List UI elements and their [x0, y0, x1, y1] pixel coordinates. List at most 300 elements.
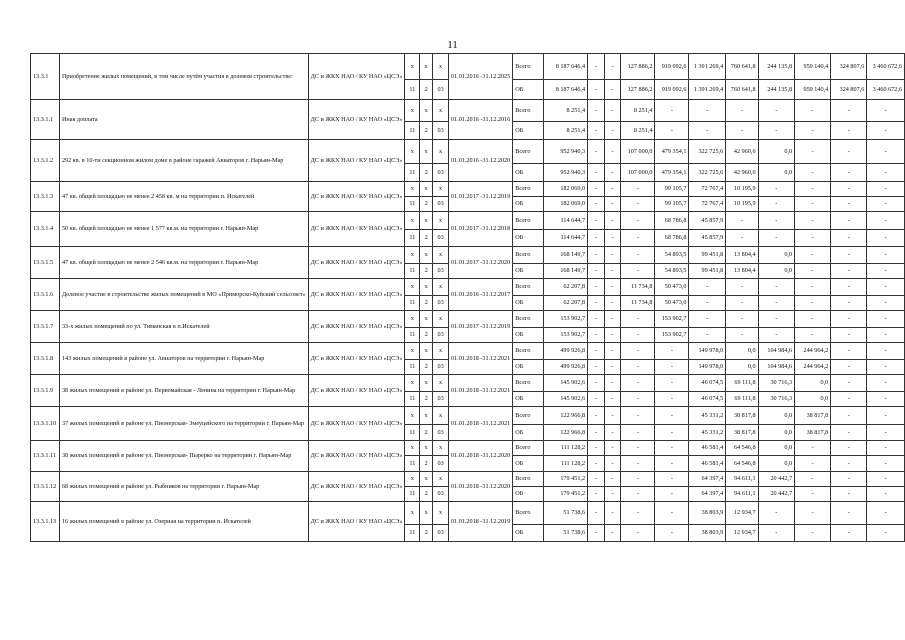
value-cell: 3 460 672,6	[867, 80, 905, 100]
value-cell: -	[604, 182, 621, 197]
code-b-cell: 2	[420, 392, 433, 407]
value-cell: 168 149,7	[544, 264, 588, 279]
value-cell: -	[604, 311, 621, 328]
value-cell: 10 195,9	[726, 182, 758, 197]
value-cell: -	[604, 343, 621, 360]
value-cell: -	[604, 230, 621, 247]
value-cell: -	[655, 472, 689, 487]
row-period: 01.01.2017 -31.12.2020	[448, 247, 512, 279]
value-cell: -	[604, 456, 621, 472]
row-name: 143 жилых помещений в районе ул. Авиаторов на территории г. Нарьян-Мар	[59, 343, 308, 375]
value-cell: 45 331,2	[689, 425, 726, 441]
value-cell: 64 546,8	[726, 441, 758, 456]
value-cell: 145 902,6	[544, 392, 588, 407]
row-period: 01.01.2017 -31.12.2019	[448, 311, 512, 343]
code-a-cell: 11	[405, 525, 420, 542]
value-cell: -	[758, 279, 795, 296]
table-row	[31, 343, 905, 360]
funding-type-cell: Всего	[513, 247, 544, 264]
value-cell: -	[621, 392, 655, 407]
code-a-cell: x	[405, 502, 420, 525]
value-cell: -	[588, 140, 605, 164]
funding-type-cell: ОБ	[513, 164, 544, 182]
value-cell: 1 391 269,4	[689, 54, 726, 80]
code-a-cell: 11	[405, 425, 420, 441]
row-period: 01.01.2016 -31.12.2025	[448, 54, 512, 100]
value-cell: -	[604, 392, 621, 407]
code-c-cell: x	[433, 54, 449, 80]
code-a-cell: x	[405, 279, 420, 296]
funding-type-cell: ОБ	[513, 230, 544, 247]
value-cell: -	[689, 279, 726, 296]
code-a-cell: x	[405, 441, 420, 456]
value-cell: -	[758, 311, 795, 328]
code-a-cell: x	[405, 247, 420, 264]
code-b-cell: 2	[420, 525, 433, 542]
value-cell: -	[588, 279, 605, 296]
value-cell: -	[867, 360, 905, 375]
value-cell: -	[867, 140, 905, 164]
value-cell: 244 964,2	[795, 360, 831, 375]
code-c-cell: x	[433, 311, 449, 328]
value-cell: -	[867, 247, 905, 264]
value-cell: 324 807,6	[831, 80, 867, 100]
value-cell: -	[795, 230, 831, 247]
value-cell: 111 128,2	[544, 441, 588, 456]
code-b-cell: x	[420, 182, 433, 197]
value-cell: -	[758, 296, 795, 311]
code-b-cell: x	[420, 502, 433, 525]
value-cell: -	[655, 100, 689, 122]
value-cell: -	[588, 360, 605, 375]
value-cell: 499 926,8	[544, 360, 588, 375]
value-cell: -	[726, 296, 758, 311]
code-c-cell: 03	[433, 164, 449, 182]
code-a-cell: 11	[405, 197, 420, 212]
value-cell: 38 817,8	[795, 425, 831, 441]
row-responsible: ДС и ЖКХ НАО / КУ НАО «ЦСЭ»	[308, 182, 405, 212]
value-cell: 42 960,6	[726, 164, 758, 182]
value-cell: -	[867, 343, 905, 360]
value-cell: -	[795, 487, 831, 502]
table-row	[31, 100, 905, 122]
value-cell: -	[867, 279, 905, 296]
code-c-cell: x	[433, 100, 449, 122]
value-cell: 8 251,4	[621, 122, 655, 140]
value-cell: 8 187 646,4	[544, 80, 588, 100]
value-cell: 0,0	[758, 264, 795, 279]
value-cell: -	[795, 441, 831, 456]
code-b-cell: x	[420, 343, 433, 360]
value-cell: 0,0	[758, 140, 795, 164]
value-cell: 479 354,1	[655, 164, 689, 182]
value-cell: -	[588, 311, 605, 328]
row-code: 13.3.1.7	[31, 311, 60, 343]
value-cell: 107 000,0	[621, 164, 655, 182]
value-cell: 42 960,6	[726, 140, 758, 164]
value-cell: -	[604, 279, 621, 296]
value-cell: -	[795, 328, 831, 343]
row-period: 01.01.2017 -31.12.2018	[448, 212, 512, 247]
page-number: 11	[447, 39, 458, 51]
value-cell: -	[588, 230, 605, 247]
row-period: 01.01.2018 -31.12.2020	[448, 441, 512, 472]
value-cell: -	[621, 182, 655, 197]
value-cell: 10 195,9	[726, 197, 758, 212]
value-cell: 38 817,8	[795, 407, 831, 425]
row-code: 13.3.1.4	[31, 212, 60, 247]
table-row	[31, 279, 905, 296]
code-b-cell: x	[420, 140, 433, 164]
value-cell: 149 978,0	[689, 343, 726, 360]
value-cell: -	[621, 264, 655, 279]
code-b-cell: 2	[420, 487, 433, 502]
value-cell: 38 803,9	[689, 525, 726, 542]
value-cell: 50 473,0	[655, 279, 689, 296]
value-cell: -	[588, 392, 605, 407]
code-a-cell: 11	[405, 80, 420, 100]
value-cell: -	[604, 164, 621, 182]
value-cell: -	[831, 247, 867, 264]
value-cell: 38 817,8	[726, 425, 758, 441]
code-a-cell: x	[405, 311, 420, 328]
code-c-cell: x	[433, 182, 449, 197]
funding-type-cell: Всего	[513, 441, 544, 456]
funding-type-cell: Всего	[513, 100, 544, 122]
row-responsible: ДС и ЖКХ НАО / КУ НАО «ЦСЭ»	[308, 441, 405, 472]
funding-type-cell: ОБ	[513, 264, 544, 279]
row-code: 13.3.1.11	[31, 441, 60, 472]
value-cell: -	[621, 311, 655, 328]
code-a-cell: x	[405, 100, 420, 122]
row-period: 01.01.2018 -31.12.2021	[448, 343, 512, 375]
value-cell: -	[588, 525, 605, 542]
value-cell: -	[604, 407, 621, 425]
code-b-cell: x	[420, 375, 433, 392]
value-cell: 919 092,6	[655, 54, 689, 80]
value-cell: 62 207,8	[544, 296, 588, 311]
code-b-cell: 2	[420, 122, 433, 140]
value-cell: 8 251,4	[544, 100, 588, 122]
code-c-cell: x	[433, 279, 449, 296]
value-cell: -	[588, 247, 605, 264]
code-c-cell: x	[433, 407, 449, 425]
value-cell: -	[588, 80, 605, 100]
table-row	[31, 472, 905, 487]
value-cell: 0,0	[795, 392, 831, 407]
table-row	[31, 212, 905, 230]
funding-type-cell: ОБ	[513, 392, 544, 407]
value-cell: -	[655, 441, 689, 456]
value-cell: 8 187 646,4	[544, 54, 588, 80]
value-cell: -	[867, 164, 905, 182]
value-cell: -	[758, 182, 795, 197]
code-c-cell: 03	[433, 296, 449, 311]
code-b-cell: 2	[420, 328, 433, 343]
code-b-cell: 2	[420, 80, 433, 100]
value-cell: -	[655, 425, 689, 441]
value-cell: -	[726, 100, 758, 122]
value-cell: -	[867, 425, 905, 441]
value-cell: -	[831, 343, 867, 360]
value-cell: -	[795, 456, 831, 472]
code-b-cell: x	[420, 311, 433, 328]
value-cell: -	[831, 472, 867, 487]
row-responsible: ДС и ЖКХ НАО / КУ НАО «ЦСЭ»	[308, 311, 405, 343]
value-cell: -	[604, 264, 621, 279]
value-cell: 64 397,4	[689, 487, 726, 502]
value-cell: 46 074,5	[689, 392, 726, 407]
value-cell: 127 886,2	[621, 54, 655, 80]
row-name: 33-х жилых помещений по ул. Тиманская в п.Искателей	[59, 311, 308, 343]
value-cell: 99 105,7	[655, 182, 689, 197]
value-cell: -	[621, 375, 655, 392]
row-name: 47 кв. общей площадью не менее 2 546 кв.м. на территории г. Нарьян-Мар	[59, 247, 308, 279]
value-cell: 182 069,0	[544, 182, 588, 197]
code-c-cell: 03	[433, 197, 449, 212]
code-a-cell: 11	[405, 264, 420, 279]
value-cell: 499 926,8	[544, 343, 588, 360]
value-cell: -	[621, 487, 655, 502]
value-cell: 182 069,0	[544, 197, 588, 212]
code-c-cell: 03	[433, 425, 449, 441]
row-period: 01.01.2017 -31.12.2019	[448, 182, 512, 212]
value-cell: -	[689, 311, 726, 328]
funding-type-cell: Всего	[513, 140, 544, 164]
budget-table	[30, 53, 905, 542]
value-cell: -	[604, 296, 621, 311]
row-name: 292 кв. в 10-ти секционном жилом доме в районе гаражей Авиаторов г. Нарьян-Мар	[59, 140, 308, 182]
row-name: 16 жилых помещений в районе ул. Озерная на территории п. Искателей	[59, 502, 308, 542]
code-b-cell: x	[420, 472, 433, 487]
value-cell: -	[758, 502, 795, 525]
value-cell: 54 893,5	[655, 247, 689, 264]
row-period: 01.01.2016 -31.12.2020	[448, 140, 512, 182]
value-cell: -	[588, 487, 605, 502]
value-cell: -	[655, 392, 689, 407]
code-c-cell: 03	[433, 230, 449, 247]
value-cell: 50 473,0	[655, 296, 689, 311]
value-cell: 322 725,6	[689, 164, 726, 182]
value-cell: -	[867, 441, 905, 456]
row-code: 13.3.1.13	[31, 502, 60, 542]
row-code: 13.3.1.3	[31, 182, 60, 212]
value-cell: -	[867, 472, 905, 487]
code-c-cell: 03	[433, 360, 449, 375]
value-cell: 45 857,9	[689, 212, 726, 230]
code-c-cell: 03	[433, 328, 449, 343]
value-cell: -	[655, 456, 689, 472]
value-cell: -	[867, 456, 905, 472]
code-c-cell: 03	[433, 122, 449, 140]
code-b-cell: x	[420, 441, 433, 456]
value-cell: -	[621, 525, 655, 542]
value-cell: -	[604, 80, 621, 100]
code-c-cell: 03	[433, 456, 449, 472]
code-a-cell: 11	[405, 456, 420, 472]
funding-type-cell: Всего	[513, 502, 544, 525]
code-a-cell: 11	[405, 487, 420, 502]
code-c-cell: x	[433, 343, 449, 360]
value-cell: -	[831, 392, 867, 407]
value-cell: -	[588, 197, 605, 212]
value-cell: -	[621, 456, 655, 472]
code-c-cell: x	[433, 212, 449, 230]
value-cell: -	[867, 197, 905, 212]
value-cell: -	[588, 54, 605, 80]
row-responsible: ДС и ЖКХ НАО / КУ НАО «ЦСЭ»	[308, 375, 405, 407]
value-cell: 111 128,2	[544, 456, 588, 472]
code-a-cell: x	[405, 212, 420, 230]
value-cell: 51 738,6	[544, 525, 588, 542]
value-cell: -	[726, 279, 758, 296]
row-responsible: ДС и ЖКХ НАО / КУ НАО «ЦСЭ»	[308, 140, 405, 182]
value-cell: -	[867, 328, 905, 343]
value-cell: 149 978,0	[689, 360, 726, 375]
value-cell: 11 734,8	[621, 279, 655, 296]
code-b-cell: 2	[420, 264, 433, 279]
value-cell: 0,0	[758, 441, 795, 456]
code-a-cell: x	[405, 140, 420, 164]
code-b-cell: 2	[420, 230, 433, 247]
value-cell: -	[604, 487, 621, 502]
value-cell: -	[726, 230, 758, 247]
funding-type-cell: Всего	[513, 212, 544, 230]
value-cell: -	[726, 212, 758, 230]
value-cell: -	[604, 375, 621, 392]
value-cell: 114 644,7	[544, 212, 588, 230]
code-c-cell: x	[433, 140, 449, 164]
row-responsible: ДС и ЖКХ НАО / КУ НАО «ЦСЭ»	[308, 279, 405, 311]
value-cell: -	[604, 247, 621, 264]
row-code: 13.3.1.12	[31, 472, 60, 502]
code-c-cell: x	[433, 375, 449, 392]
value-cell: 8 251,4	[544, 122, 588, 140]
table-row	[31, 140, 905, 164]
value-cell: -	[655, 375, 689, 392]
row-period: 01.01.2016 -31.12.2016	[448, 100, 512, 140]
value-cell: 8 251,4	[621, 100, 655, 122]
funding-type-cell: ОБ	[513, 456, 544, 472]
value-cell: -	[588, 441, 605, 456]
value-cell: -	[621, 343, 655, 360]
value-cell: -	[604, 328, 621, 343]
value-cell: 179 451,2	[544, 472, 588, 487]
value-cell: 760 641,8	[726, 80, 758, 100]
value-cell: 72 767,4	[689, 197, 726, 212]
value-cell: -	[655, 360, 689, 375]
value-cell: -	[758, 197, 795, 212]
row-period: 01.01.2018 -31.12.2020	[448, 472, 512, 502]
row-code: 13.3.1.2	[31, 140, 60, 182]
value-cell: -	[831, 140, 867, 164]
value-cell: 68 786,8	[655, 212, 689, 230]
value-cell: 46 074,5	[689, 375, 726, 392]
value-cell: -	[588, 182, 605, 197]
value-cell: -	[795, 212, 831, 230]
value-cell: 69 111,8	[726, 375, 758, 392]
value-cell: -	[758, 525, 795, 542]
funding-type-cell: Всего	[513, 407, 544, 425]
row-code: 13.3.1	[31, 54, 60, 100]
value-cell: -	[621, 502, 655, 525]
value-cell: -	[831, 230, 867, 247]
value-cell: -	[655, 407, 689, 425]
code-a-cell: 11	[405, 122, 420, 140]
value-cell: -	[588, 212, 605, 230]
table-row	[31, 441, 905, 456]
value-cell: -	[831, 122, 867, 140]
value-cell: -	[604, 525, 621, 542]
value-cell: -	[604, 122, 621, 140]
value-cell: -	[831, 328, 867, 343]
row-code: 13.3.1.10	[31, 407, 60, 441]
row-period: 01.01.2018 -31.12.2021	[448, 375, 512, 407]
value-cell: -	[795, 197, 831, 212]
value-cell: 46 581,4	[689, 456, 726, 472]
value-cell: -	[621, 441, 655, 456]
value-cell: -	[795, 472, 831, 487]
value-cell: 168 149,7	[544, 247, 588, 264]
value-cell: -	[831, 197, 867, 212]
value-cell: 99 105,7	[655, 197, 689, 212]
value-cell: 0,0	[758, 456, 795, 472]
row-code: 13.3.1.8	[31, 343, 60, 375]
row-responsible: ДС и ЖКХ НАО / КУ НАО «ЦСЭ»	[308, 502, 405, 542]
funding-type-cell: ОБ	[513, 296, 544, 311]
value-cell: -	[588, 296, 605, 311]
value-cell: 20 442,7	[758, 487, 795, 502]
row-code: 13.3.1.9	[31, 375, 60, 407]
value-cell: -	[831, 164, 867, 182]
value-cell: -	[588, 343, 605, 360]
row-period: 01.01.2018 -31.12.2021	[448, 407, 512, 441]
value-cell: -	[621, 247, 655, 264]
value-cell: -	[831, 456, 867, 472]
value-cell: -	[588, 502, 605, 525]
value-cell: -	[795, 264, 831, 279]
value-cell: -	[604, 197, 621, 212]
value-cell: -	[604, 212, 621, 230]
code-a-cell: x	[405, 472, 420, 487]
funding-type-cell: Всего	[513, 343, 544, 360]
row-responsible: ДС и ЖКХ НАО / КУ НАО «ЦСЭ»	[308, 212, 405, 247]
row-name: 38 жилых помещений в районе ул. Первомайская - Ленина на территории г. Нарьян-Мар	[59, 375, 308, 407]
value-cell: 69 111,8	[726, 392, 758, 407]
value-cell: 38 817,8	[726, 407, 758, 425]
value-cell: -	[758, 122, 795, 140]
value-cell: 952 940,3	[544, 140, 588, 164]
value-cell: -	[795, 100, 831, 122]
code-a-cell: 11	[405, 392, 420, 407]
value-cell: 153 902,7	[655, 328, 689, 343]
value-cell: 127 886,2	[621, 80, 655, 100]
funding-type-cell: Всего	[513, 279, 544, 296]
value-cell: -	[604, 140, 621, 164]
value-cell: -	[831, 182, 867, 197]
code-b-cell: 2	[420, 164, 433, 182]
row-name: Иная доплата	[59, 100, 308, 140]
value-cell: -	[621, 425, 655, 441]
value-cell: 64 546,8	[726, 456, 758, 472]
funding-type-cell: Всего	[513, 182, 544, 197]
value-cell: 45 331,2	[689, 407, 726, 425]
value-cell: -	[621, 212, 655, 230]
code-b-cell: x	[420, 279, 433, 296]
funding-type-cell: Всего	[513, 375, 544, 392]
code-b-cell: x	[420, 100, 433, 122]
code-b-cell: 2	[420, 197, 433, 212]
